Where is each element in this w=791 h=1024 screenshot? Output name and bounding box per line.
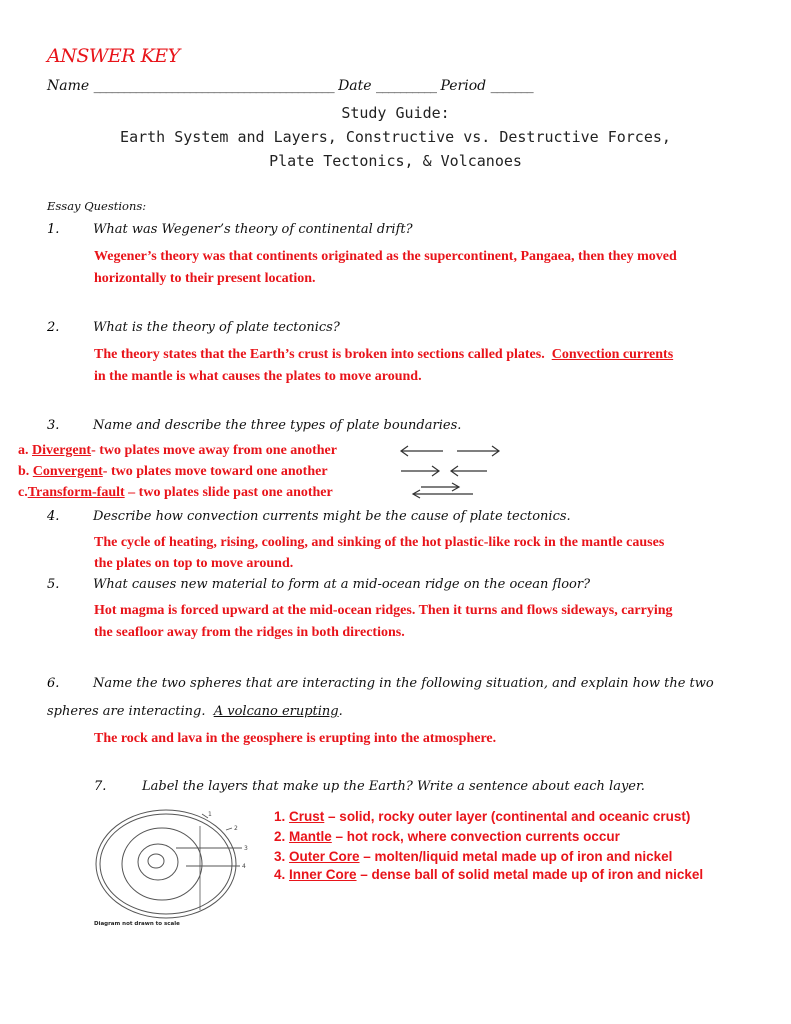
- name-label: Name: [47, 78, 90, 94]
- divergent-arrows-icon: [401, 446, 499, 456]
- q6-question-text: spheres are interacting.: [47, 704, 206, 719]
- q5-number: 5.: [47, 577, 60, 592]
- period-label: Period: [440, 78, 487, 94]
- q1-number: 1.: [47, 222, 60, 237]
- q6-question-line-2: [47, 704, 343, 719]
- layer-outer-core-num: 3.: [274, 849, 286, 864]
- q7-question: Label the layers that make up the Earth? Write a sentence about each layer.: [142, 779, 645, 794]
- boundary-arrows-graphic: [395, 440, 510, 502]
- name-line[interactable]: ________________________________________: [93, 78, 334, 94]
- convergent-term: Convergent: [32, 464, 103, 479]
- layer-crust-term: Crust: [289, 809, 325, 824]
- layer-crust-desc: – solid, rocky outer layer (continental and oceanic crust): [324, 809, 691, 824]
- q4-number: 4.: [47, 509, 60, 524]
- convergent-arrows-icon: [401, 466, 487, 476]
- outer-core-circle: [138, 844, 178, 880]
- mantle-boundary-circle: [122, 828, 202, 900]
- q5-answer-line-1: Hot magma is forced upward at the mid-ocean ridges. Then it turns and flows sideways, carrying: [94, 603, 673, 618]
- earth-layers-diagram: [92, 800, 272, 930]
- transform-desc: – two plates slide past one another: [124, 485, 333, 500]
- transform-arrows-icon: [413, 483, 473, 498]
- q1-question: What was Wegener’s theory of continental drift?: [93, 222, 413, 237]
- q5-answer-line-2: the seafloor away from the ridges in both directions.: [94, 625, 405, 640]
- inner-core-circle: [148, 854, 164, 868]
- q6-period: .: [338, 704, 343, 719]
- layer-outer-core: [274, 849, 672, 864]
- layer-mantle-desc: – hot rock, where convection currents occur: [331, 829, 620, 844]
- q1-answer-line-1: Wegener’s theory was that continents originated as the supercontinent, Pangaea, then they moved: [94, 249, 677, 264]
- boundary-transform: [18, 485, 333, 501]
- q3-number: 3.: [47, 418, 60, 433]
- layer-inner-core: [274, 867, 703, 882]
- diagram-label-2: 2: [234, 825, 238, 832]
- study-guide-subtitle-1: Earth System and Layers, Constructive vs. Destructive Forces,: [120, 128, 671, 146]
- layer-outer-core-desc: – molten/liquid metal made up of iron and nickel: [359, 849, 673, 864]
- layer-mantle: [274, 829, 620, 844]
- q4-question: Describe how convection currents might be the cause of plate tectonics.: [93, 509, 571, 524]
- layer-inner-core-num: 4.: [274, 867, 286, 882]
- divergent-term: Divergent: [32, 443, 92, 458]
- convection-currents-term: Convection currents: [551, 347, 674, 362]
- q2-number: 2.: [47, 320, 60, 335]
- diagram-label-3: 3: [244, 845, 248, 852]
- divergent-prefix: a.: [18, 443, 29, 458]
- essay-questions-label: Essay Questions:: [47, 199, 147, 213]
- layer-mantle-term: Mantle: [289, 829, 332, 844]
- q6-answer: The rock and lava in the geosphere is erupting into the atmosphere.: [94, 731, 497, 746]
- q4-answer-line-2: the plates on top to move around.: [94, 556, 294, 571]
- q4-answer-line-1: The cycle of heating, rising, cooling, and sinking of the hot plastic-like rock in the mantle causes: [94, 535, 665, 550]
- q6-question-line-1: Name the two spheres that are interacting in the following situation, and explain how the two: [93, 676, 714, 691]
- transform-prefix: c.: [18, 485, 28, 500]
- crust-circle: [96, 810, 236, 918]
- crust-inner-circle: [100, 814, 232, 914]
- q3-question: Name and describe the three types of plate boundaries.: [93, 418, 462, 433]
- layer-mantle-num: 2.: [274, 829, 286, 844]
- study-guide-title: Study Guide:: [341, 104, 450, 122]
- divergent-desc: - two plates move away from one another: [91, 443, 337, 458]
- date-label: Date: [338, 78, 372, 94]
- transform-term: Transform-fault: [27, 485, 125, 500]
- name-date-period-row: [47, 78, 533, 94]
- period-line[interactable]: _______: [490, 78, 533, 94]
- diagram-label-1: 1: [208, 811, 212, 818]
- layer-inner-core-desc: – dense ball of solid metal made up of iron and nickel: [356, 867, 704, 882]
- q2-answer-text: The theory states that the Earth’s crust is broken into sections called plates.: [94, 347, 545, 362]
- layer-inner-core-term: Inner Core: [289, 867, 357, 882]
- layer-outer-core-term: Outer Core: [289, 849, 360, 864]
- boundary-divergent: [18, 443, 337, 459]
- q2-answer-line-1: [94, 347, 673, 363]
- q7-number: 7.: [94, 779, 107, 794]
- q6-number: 6.: [47, 676, 60, 691]
- date-line[interactable]: __________: [376, 78, 437, 94]
- convergent-prefix: b.: [18, 464, 30, 479]
- diagram-caption: Diagram not drawn to scale: [94, 921, 180, 927]
- q6-situation: A volcano erupting: [213, 704, 339, 719]
- layer-crust-num: 1.: [274, 809, 286, 824]
- layer-crust: [274, 809, 690, 824]
- boundary-convergent: [18, 464, 328, 480]
- q2-question: What is the theory of plate tectonics?: [93, 320, 340, 335]
- q1-answer-line-2: horizontally to their present location.: [94, 271, 316, 286]
- answer-key-title: ANSWER KEY: [47, 45, 180, 67]
- diagram-label-4: 4: [242, 863, 246, 870]
- q2-answer-line-2: in the mantle is what causes the plates to move around.: [94, 369, 422, 384]
- convergent-desc: - two plates move toward one another: [102, 464, 328, 479]
- q5-question: What causes new material to form at a mid-ocean ridge on the ocean floor?: [93, 577, 591, 592]
- study-guide-subtitle-2: Plate Tectonics, & Volcanoes: [269, 152, 522, 170]
